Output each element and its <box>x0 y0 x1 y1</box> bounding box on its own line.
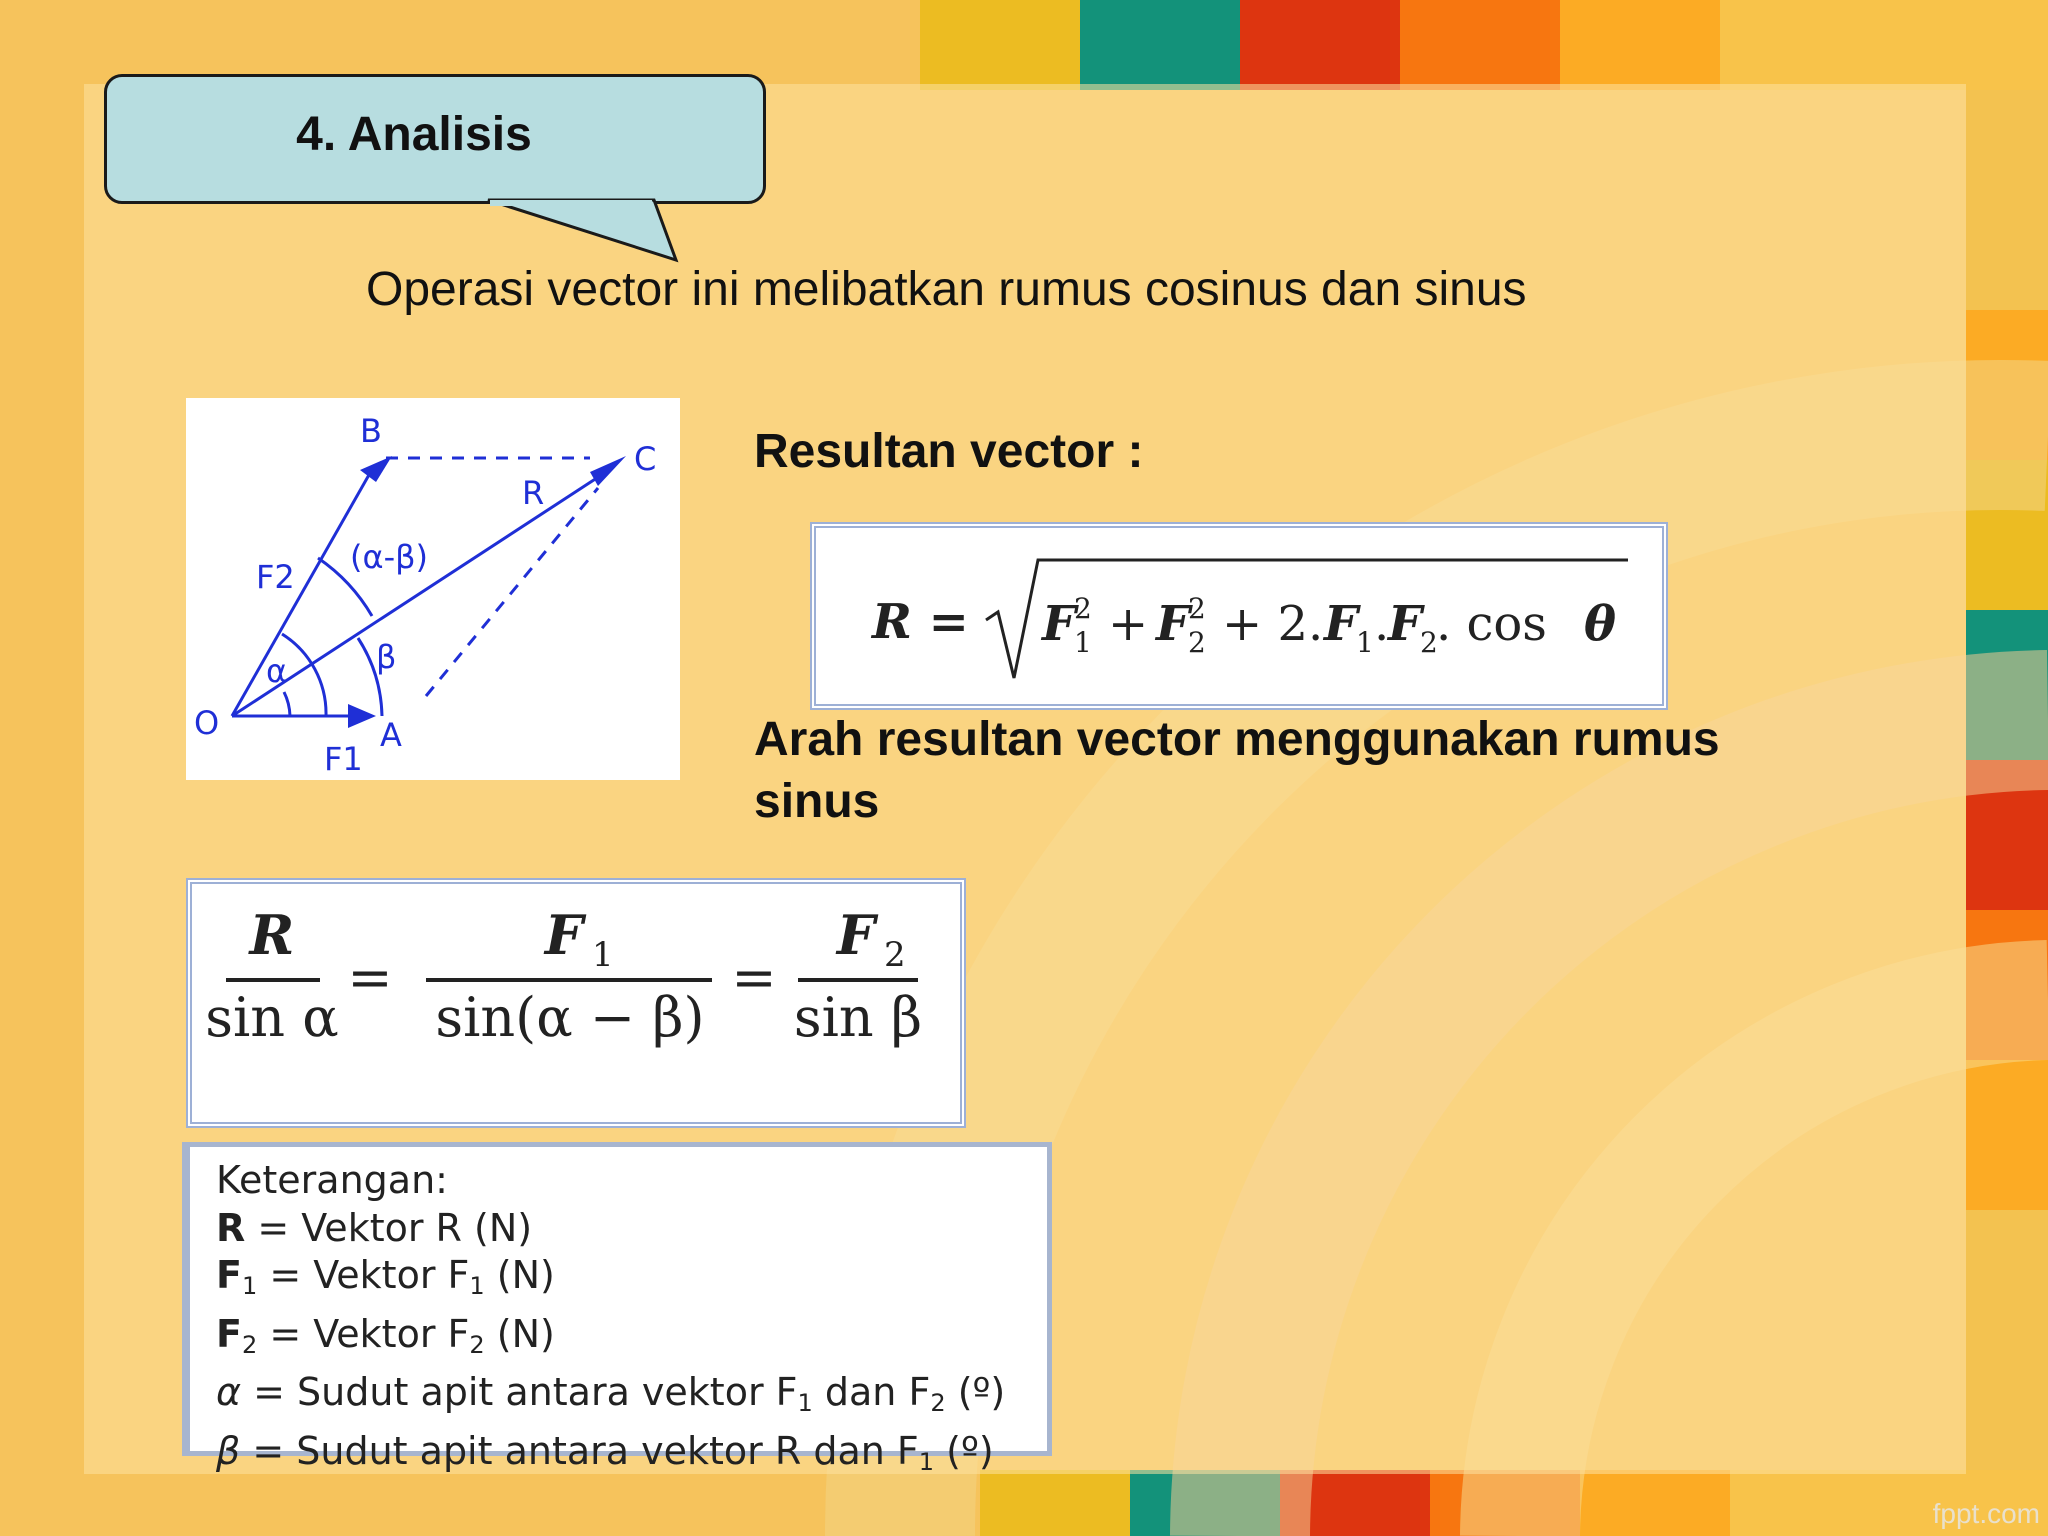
parallel-dashed-side <box>426 488 598 696</box>
term-f1: F <box>1042 596 1077 652</box>
frac2-den: sin(α − β) <box>435 986 705 1049</box>
plus-1: + <box>1108 596 1149 652</box>
legend-alpha-symbol: α <box>216 1370 242 1414</box>
arrowhead-c <box>590 456 626 486</box>
title-callout <box>104 74 766 204</box>
legend-beta-sub: 1 <box>918 1447 935 1476</box>
legend-beta-text-a: = Sudut apit antara vektor R dan F <box>240 1428 919 1473</box>
legend-row-f1 <box>216 1252 1005 1311</box>
vector-diagram-svg <box>186 398 680 780</box>
legend-row-r <box>216 1205 1005 1253</box>
label-f1: F1 <box>324 740 363 778</box>
footer-brand: fppt.com <box>1932 1498 2040 1529</box>
sine-formula-box <box>186 878 966 1128</box>
frac3-num-sub: 2 <box>884 935 906 975</box>
direction-heading-line1: Arah resultan vector menggunakan rumus <box>754 713 1720 766</box>
frac3-num: F <box>836 903 876 967</box>
term-f1b-sub: 1 <box>1356 626 1374 659</box>
term-f2-sup: 2 <box>1188 592 1206 625</box>
label-b: B <box>360 412 382 450</box>
legend-row-alpha <box>216 1369 1005 1428</box>
legend-f2-text-b: (N) <box>484 1311 555 1356</box>
sine-formula <box>192 884 960 1122</box>
term-cos: . cos <box>1436 596 1547 652</box>
legend-row-beta <box>216 1428 1005 1487</box>
label-c: C <box>634 440 657 478</box>
direction-heading-line2: sinus <box>754 775 880 828</box>
frac3-den: sin β <box>793 986 923 1049</box>
legend-alpha-text-a: = Sudut apit antara vektor F <box>241 1370 798 1414</box>
label-beta: β <box>376 638 397 676</box>
legend-f2-text-sub: 2 <box>469 1330 485 1359</box>
term-f2: F <box>1156 596 1191 652</box>
legend-box <box>182 1142 1052 1476</box>
legend-alpha-text-c: (º) <box>945 1370 1006 1414</box>
resultant-heading: Resultan vector : <box>754 425 1144 478</box>
legend-beta-text-b: (º) <box>934 1428 994 1473</box>
term-dot: . <box>1374 596 1390 652</box>
eq-sign-1: = <box>347 946 393 1009</box>
legend-f1-text-b: (N) <box>484 1253 555 1297</box>
legend-alpha-sub2: 2 <box>930 1389 946 1417</box>
cosine-formula <box>816 528 1662 704</box>
label-o: O <box>194 704 220 742</box>
term-theta: θ <box>1584 596 1617 652</box>
legend-f1-text-sub: 1 <box>469 1272 485 1300</box>
angle-arc-small <box>284 692 290 716</box>
legend-f2-text-a: = Vektor F <box>257 1311 470 1356</box>
term-f2b-sub: 2 <box>1420 626 1438 659</box>
term-f2b: F <box>1388 596 1423 652</box>
legend-f1-symbol: F <box>216 1253 242 1297</box>
frac2-num: F <box>544 903 584 967</box>
legend-alpha-sub1: 1 <box>797 1389 813 1417</box>
term-f2-sub: 2 <box>1188 626 1206 659</box>
legend-f1-text-a: = Vektor F <box>257 1253 470 1297</box>
legend-title: Keterangan: <box>216 1158 448 1202</box>
term-f1-sub: 1 <box>1074 626 1092 659</box>
legend-f2-symbol-sub: 2 <box>241 1330 258 1359</box>
cosine-formula-box <box>810 522 1668 710</box>
legend-row-f2 <box>216 1311 1005 1370</box>
label-alpha: α <box>266 652 288 690</box>
vector-diagram <box>186 398 680 780</box>
label-a: A <box>380 716 402 754</box>
frac1-den: sin α <box>205 986 339 1049</box>
legend-beta-symbol: β <box>216 1428 241 1473</box>
legend-text <box>216 1157 1005 1486</box>
intro-text: Operasi vector ini melibatkan rumus cosinus dan sinus <box>366 263 1527 316</box>
legend-r-symbol: R <box>216 1205 246 1250</box>
slide-title: 4. Analisis <box>296 108 532 161</box>
term-f1b: F <box>1324 596 1359 652</box>
arrowhead-b <box>360 456 392 482</box>
legend-r-text: = Vektor R (N) <box>245 1205 533 1250</box>
plus-two: + 2. <box>1222 596 1324 652</box>
arrowhead-a <box>348 704 376 728</box>
legend-f2-symbol: F <box>216 1311 242 1356</box>
legend-f1-symbol-sub: 1 <box>241 1272 258 1300</box>
callout-tail <box>480 196 690 266</box>
frac1-num: R <box>249 903 295 967</box>
label-f2: F2 <box>256 558 295 596</box>
frac2-num-sub: 1 <box>592 935 614 975</box>
formula-lhs: R = <box>872 594 969 650</box>
term-f1-sup: 2 <box>1074 592 1092 625</box>
label-r: R <box>522 474 545 512</box>
label-alpha-minus-beta: (α-β) <box>350 538 429 576</box>
eq-sign-2: = <box>731 946 777 1009</box>
legend-alpha-text-b: dan F <box>812 1370 931 1414</box>
